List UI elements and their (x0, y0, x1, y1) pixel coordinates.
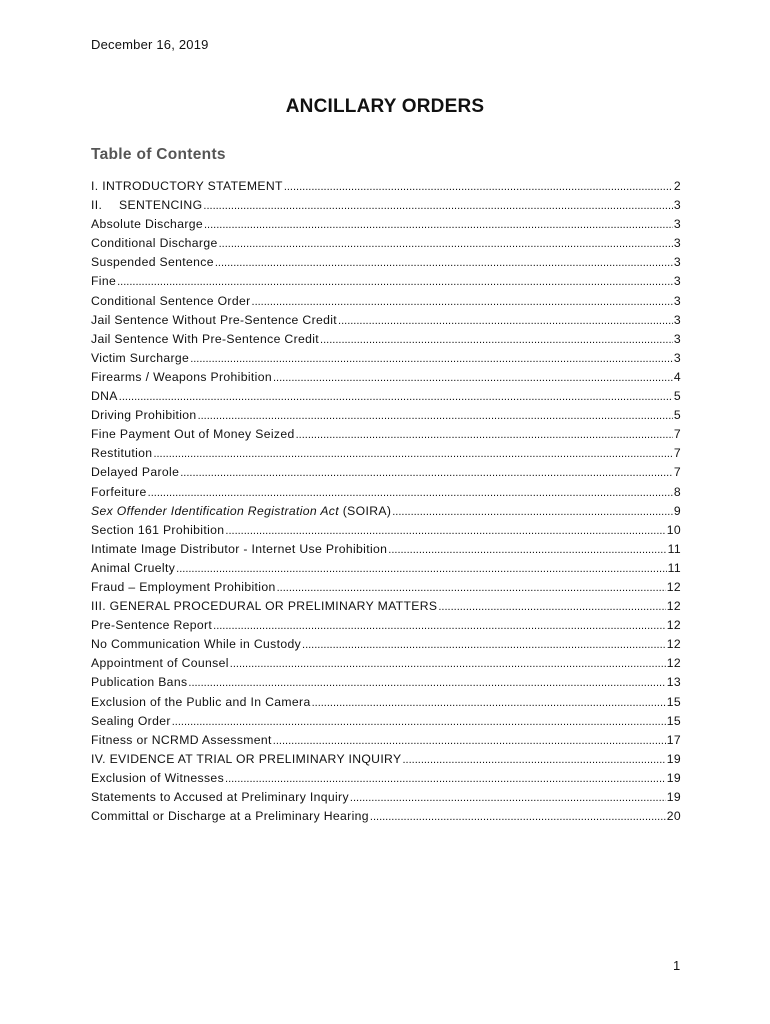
toc-leader-dots (252, 293, 673, 311)
toc-entry-title (91, 215, 203, 234)
toc-leader-dots (148, 484, 673, 502)
toc-entry-title (91, 731, 272, 750)
page-date: December 16, 2019 (91, 37, 209, 52)
toc-entry-label: SENTENCING (119, 198, 203, 213)
toc-leader-dots (388, 541, 666, 559)
toc-entry[interactable] (91, 272, 681, 291)
toc-leader-dots (219, 235, 673, 253)
toc-entry-page: 11 (667, 541, 681, 556)
toc-entry-title (91, 444, 152, 463)
toc-entry-title (91, 521, 224, 540)
toc-entry-title (91, 693, 311, 712)
page-number: 1 (673, 958, 681, 973)
toc-entry-label: Fine (91, 274, 117, 289)
toc-entry[interactable] (91, 330, 681, 349)
toc-entry-title (91, 311, 337, 330)
toc-entry[interactable] (91, 788, 681, 807)
toc-entry-page: 15 (666, 713, 681, 728)
toc-leader-dots (172, 713, 666, 731)
toc-entry[interactable] (91, 731, 681, 750)
toc-entry-title (91, 673, 187, 692)
toc-entry-page: 3 (673, 312, 681, 327)
toc-leader-dots (277, 579, 666, 597)
toc-entry[interactable] (91, 368, 681, 387)
toc-entry-label: (SOIRA) (339, 503, 392, 518)
toc-entry-label: Jail Sentence Without Pre-Sentence Credit (91, 312, 338, 327)
toc-leader-dots (215, 254, 673, 272)
toc-entry-title (91, 597, 437, 616)
toc-entry[interactable] (91, 521, 681, 540)
toc-entry-page: 7 (673, 465, 681, 480)
toc-entry-page: 4 (673, 369, 681, 384)
toc-entry-title (91, 635, 301, 654)
toc-entry-label: III. GENERAL PROCEDURAL OR PRELIMINARY MATTERS (91, 599, 438, 614)
toc-leader-dots (230, 655, 666, 673)
toc-entry[interactable] (91, 578, 681, 597)
toc-entry-label: Publication Bans (91, 675, 188, 690)
toc-entry-page: 12 (666, 579, 681, 594)
toc-entry-page: 3 (673, 350, 681, 365)
toc-entry-title (91, 196, 202, 215)
toc-entry[interactable] (91, 215, 681, 234)
toc-entry[interactable] (91, 406, 681, 425)
toc-entry[interactable] (91, 463, 681, 482)
toc-leader-dots (180, 464, 673, 482)
toc-entry[interactable] (91, 234, 681, 253)
toc-leader-dots (320, 331, 673, 349)
toc-leader-dots (117, 273, 673, 291)
toc-entry-page: 13 (666, 675, 681, 690)
toc-leader-dots (198, 407, 673, 425)
toc-entry-page: 3 (673, 255, 681, 270)
toc-entry[interactable] (91, 253, 681, 272)
toc-leader-dots (338, 312, 673, 330)
toc-leader-dots (213, 617, 666, 635)
toc-entry-page: 8 (673, 484, 681, 499)
toc-leader-dots (273, 369, 673, 387)
toc-entry[interactable] (91, 196, 681, 215)
toc-entry-title (91, 253, 214, 272)
toc-leader-dots (402, 751, 665, 769)
toc-leader-dots (225, 522, 665, 540)
toc-entry[interactable] (91, 483, 681, 502)
toc-leader-dots (273, 732, 666, 750)
toc-entry-page: 12 (666, 599, 681, 614)
toc-entry-label: Sealing Order (91, 713, 171, 728)
toc-entry-label: Animal Cruelty (91, 560, 176, 575)
toc-entry-title (91, 272, 116, 291)
toc-entry-label: Forfeiture (91, 484, 147, 499)
toc-entry-page: 2 (673, 179, 681, 193)
toc-entry-label: Fitness or NCRMD Assessment (91, 732, 272, 747)
toc-entry-italic-title: Sex Offender Identification Registration Act (91, 503, 339, 518)
toc-entry-label: Statements to Accused at Preliminary Inquiry (91, 790, 349, 804)
toc-leader-dots (225, 770, 666, 788)
toc-entry-label: Delayed Parole (91, 465, 180, 480)
toc-leader-dots (392, 503, 673, 521)
toc-heading: Table of Contents (91, 146, 226, 163)
toc-entry-title (91, 540, 387, 559)
toc-entry-page: 5 (673, 408, 681, 423)
toc-entry-page: 9 (673, 503, 681, 518)
toc-leader-dots (203, 197, 672, 215)
toc-entry[interactable] (91, 597, 681, 616)
toc-entry-title (91, 177, 283, 196)
toc-entry[interactable] (91, 502, 681, 521)
toc-entry-page: 3 (673, 236, 681, 251)
toc-entry-page: 7 (673, 427, 681, 442)
toc-entry-label: IV. EVIDENCE AT TRIAL OR PRELIMINARY INQUIRY (91, 751, 402, 766)
toc-entry-page: 3 (673, 293, 681, 308)
toc-entry[interactable] (91, 292, 681, 311)
toc-entry-label: Fine Payment Out of Money Seized (91, 427, 295, 442)
toc-entry[interactable] (91, 769, 681, 788)
toc-entry[interactable] (91, 693, 681, 712)
toc-entry-title (91, 292, 251, 311)
toc-entry-number: II. (91, 198, 103, 213)
toc-entry-page: 12 (666, 637, 681, 652)
toc-entry-title (91, 769, 224, 788)
toc-entry-title (91, 234, 218, 253)
toc-entry-label: Section 161 Prohibition (91, 522, 225, 537)
toc-entry-title (91, 502, 391, 521)
toc-entry[interactable] (91, 540, 681, 559)
toc-leader-dots (176, 560, 666, 578)
toc-entry-label: No Communication While in Custody (91, 637, 302, 652)
toc-entry-title (91, 559, 175, 578)
toc-entry-title (91, 616, 212, 635)
toc-entry-title (91, 750, 401, 769)
toc-entry-label: Committal or Discharge at a Preliminary Hearing (91, 809, 369, 824)
toc-entry[interactable] (91, 349, 681, 368)
toc-entry[interactable] (91, 712, 681, 731)
toc-entry[interactable] (91, 807, 681, 826)
toc-leader-dots (296, 426, 673, 444)
toc-entry-label: Absolute Discharge (91, 217, 203, 232)
toc-entry-label: Appointment of Counsel (91, 656, 229, 671)
toc-entry[interactable] (91, 177, 681, 196)
toc-entry-label: Jail Sentence With Pre-Sentence Credit (91, 331, 320, 346)
toc-entry-page: 10 (666, 522, 681, 537)
toc-entry-title (91, 349, 189, 368)
toc-entry-page: 15 (666, 694, 681, 709)
toc-entry[interactable] (91, 559, 681, 578)
toc-entry-title (91, 578, 276, 597)
toc-entry-page: 12 (666, 618, 681, 633)
toc-entry[interactable] (91, 616, 681, 635)
toc-entry-title (91, 330, 319, 349)
toc-entry-label: Exclusion of Witnesses (91, 770, 225, 785)
toc-entry[interactable] (91, 425, 681, 444)
toc-entry-label: Conditional Sentence Order (91, 293, 251, 308)
toc-entry-label: Driving Prohibition (91, 408, 197, 423)
toc-entry-title (91, 387, 118, 406)
toc-entry[interactable] (91, 444, 681, 463)
toc-leader-dots (204, 216, 673, 234)
toc-entry[interactable] (91, 673, 681, 692)
toc-entry-label: Conditional Discharge (91, 236, 218, 251)
toc-entry-title (91, 712, 171, 731)
toc-entry-page: 7 (673, 446, 681, 461)
toc-entry-page: 20 (666, 809, 681, 824)
toc-entry[interactable] (91, 311, 681, 330)
toc-leader-dots (312, 694, 666, 712)
toc-entry-page: 12 (666, 656, 681, 671)
toc-entry-page: 3 (673, 217, 681, 232)
toc-entry-label: Firearms / Weapons Prohibition (91, 369, 272, 384)
toc-entry-label: Suspended Sentence (91, 255, 214, 270)
toc-entry[interactable] (91, 654, 681, 673)
toc-leader-dots (153, 445, 672, 463)
toc-entry[interactable] (91, 750, 681, 769)
toc-leader-dots (284, 178, 673, 196)
toc-entry-label: Victim Surcharge (91, 350, 190, 365)
toc-leader-dots (190, 350, 673, 368)
toc-leader-dots (302, 636, 666, 654)
toc-leader-dots (350, 789, 666, 807)
table-of-contents (91, 177, 681, 826)
toc-entry-title (91, 654, 229, 673)
toc-entry-page: 17 (666, 732, 681, 747)
toc-leader-dots (438, 598, 665, 616)
toc-entry[interactable] (91, 635, 681, 654)
toc-entry-page: 3 (673, 274, 681, 289)
toc-leader-dots (119, 388, 673, 406)
toc-leader-dots (370, 808, 666, 826)
toc-entry-title (91, 368, 272, 387)
toc-entry-title (91, 425, 295, 444)
toc-entry-label: Fraud – Employment Prohibition (91, 579, 276, 594)
toc-entry-page: 19 (666, 751, 681, 766)
toc-entry-label: Intimate Image Distributor - Internet Use Prohibition (91, 541, 388, 556)
toc-entry-label: Restitution (91, 446, 153, 461)
toc-entry-title (91, 788, 349, 807)
toc-entry-page: 11 (667, 560, 681, 575)
toc-entry-label: DNA (91, 389, 118, 404)
toc-entry-page: 19 (666, 790, 681, 804)
toc-entry-page: 3 (673, 331, 681, 346)
toc-entry-page: 3 (673, 198, 681, 213)
toc-entry-title (91, 483, 147, 502)
toc-entry-title (91, 463, 179, 482)
toc-entry[interactable] (91, 387, 681, 406)
toc-entry-label: Exclusion of the Public and In Camera (91, 694, 311, 709)
document-title: ANCILLARY ORDERS (285, 96, 485, 117)
toc-entry-title (91, 406, 197, 425)
toc-entry-page: 19 (666, 770, 681, 785)
toc-entry-page: 5 (673, 389, 681, 404)
toc-leader-dots (188, 674, 665, 692)
toc-entry-label: Pre-Sentence Report (91, 618, 213, 633)
toc-entry-title (91, 807, 369, 826)
toc-entry-label: I. INTRODUCTORY STATEMENT (91, 179, 283, 193)
